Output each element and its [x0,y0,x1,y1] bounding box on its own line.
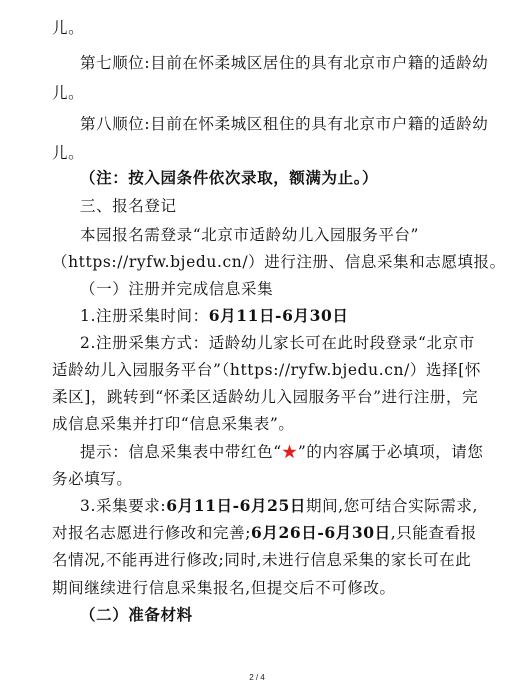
text-line [52,523,492,543]
text-line: （https://ryfw.bjedu.cn/）进行注册、信息采集和志愿填报。 [52,253,506,271]
text-line: 务必填写。 [52,470,133,488]
text-line: 第八顺位:目前在怀柔城区租住的具有北京市户籍的适龄幼 [80,115,489,133]
body-text: ,只能查看报 [390,524,477,542]
date-range: 6月11日-6月30日 [208,306,349,325]
subsection-heading: （一）注册并完成信息采集 [80,280,274,298]
subsection-heading: （二）准备材料 [80,605,193,624]
text-line [80,306,492,326]
text-line: 第七顺位:目前在怀柔城区居住的具有北京市户籍的适龄幼 [80,54,489,72]
note-line: （注：按入园条件依次录取，额满为止。） [80,168,379,187]
label-text: 3.采集要求: [80,497,167,515]
body-text: 对报名志愿进行修改和完善; [52,524,252,542]
text-line: 柔区]，跳转到“怀柔区适龄幼儿入园服务平台”进行注册，完 [52,388,479,406]
text-line: 儿。 [52,144,85,162]
date-range: 6月26日-6月30日 [251,523,391,542]
text-line: 期间继续进行信息采集报名,但提交后不可修改。 [52,579,396,597]
text-line [80,442,492,462]
text-line: 适龄幼儿入园服务平台”（https://ryfw.bjedu.cn/）选择[怀 [52,361,481,379]
text-line: 本园报名需登录“北京市适龄幼儿入园服务平台” [80,226,420,244]
hint-text: 提示：信息采集表中带红色“ [80,443,282,461]
body-text: 期间,您可结合实际需求, [305,497,479,515]
section-heading: 三、报名登记 [80,197,177,215]
date-range: 6月11日-6月25日 [166,496,306,515]
text-line: 成信息采集并打印“信息采集表”。 [52,415,295,433]
page-number: 2 / 4 [249,673,265,682]
hint-text: ”的内容属于必填项，请您 [297,443,484,461]
text-line: 儿。 [52,19,85,37]
red-star-icon: ★ [281,443,298,461]
text-line [80,496,492,516]
text-line: 2.注册采集方式：适龄幼儿家长可在此时段登录“北京市 [80,334,475,352]
text-line: 名情况,不能再进行修改;同时,未进行信息采集的家长可在此 [52,551,472,569]
text-line: 儿。 [52,84,85,102]
label-text: 1.注册采集时间： [80,307,209,325]
